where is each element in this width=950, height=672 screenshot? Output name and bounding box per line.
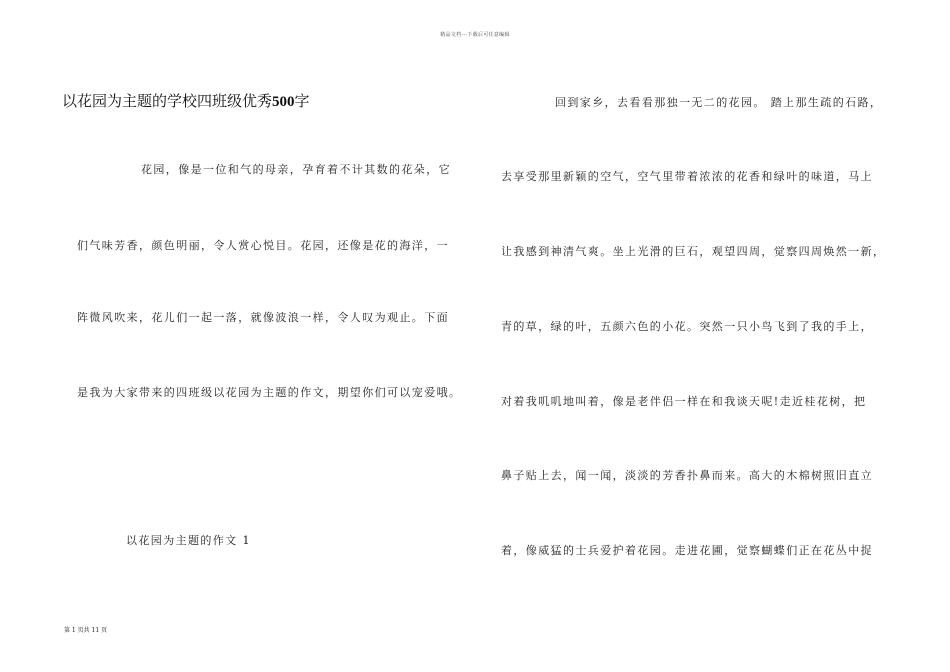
right-paragraph-line: 对着我叽叽地叫着，像是老伴侣一样在和我谈天呢!走近桂花树，把: [501, 395, 867, 408]
right-paragraph-line: 青的草，绿的叶，五颜六色的小花。突然一只小鸟飞到了我的手上，: [501, 320, 873, 333]
right-paragraph-line: 鼻子贴上去，闻一闻，淡淡的芳香扑鼻而来。高大的木棉树照旧直立: [501, 469, 873, 482]
right-paragraph-line: 去享受那里新颖的空气，空气里带着浓浓的花香和绿叶的味道，马上: [501, 170, 873, 183]
right-paragraph-line: 着，像威猛的士兵爱护着花园。走进花圃，觉察蝴蝶们正在花丛中捉: [501, 544, 873, 557]
document-title: [62, 90, 310, 111]
left-paragraph-line: 阵微风吹来，花儿们一起一落，就像波浪一样，令人叹为观止。下面: [77, 311, 449, 324]
header-note: 精品文档---下载后可任意编辑: [440, 32, 510, 38]
title-prefix: 以花园为主题的学校四班级优秀: [62, 92, 273, 110]
right-paragraph-line: 让我感到神清气爽。坐上光滑的巨石，观望四周，觉察四周焕然一新，: [501, 245, 886, 258]
left-paragraph-line: 是我为大家带来的四班级以花园为主题的作文，期望你们可以宠爱哦。: [77, 386, 462, 399]
essay-subheading: 以花园为主题的作文 1: [126, 534, 251, 547]
left-paragraph-line: 花园，像是一位和气的母亲，孕育着不计其数的花朵，它: [141, 163, 451, 176]
title-suffix: 字: [294, 92, 310, 110]
page-number-footer: 第 1 页共 11 页: [64, 627, 108, 634]
title-number: 500: [272, 94, 295, 110]
right-paragraph-line: 回到家乡，去看看那独一无二的花园。 踏上那生疏的石路，: [555, 96, 883, 109]
left-paragraph-line: 们气味芳香，颜色明丽，令人赏心悦目。花园，还像是花的海洋，一: [77, 239, 449, 252]
